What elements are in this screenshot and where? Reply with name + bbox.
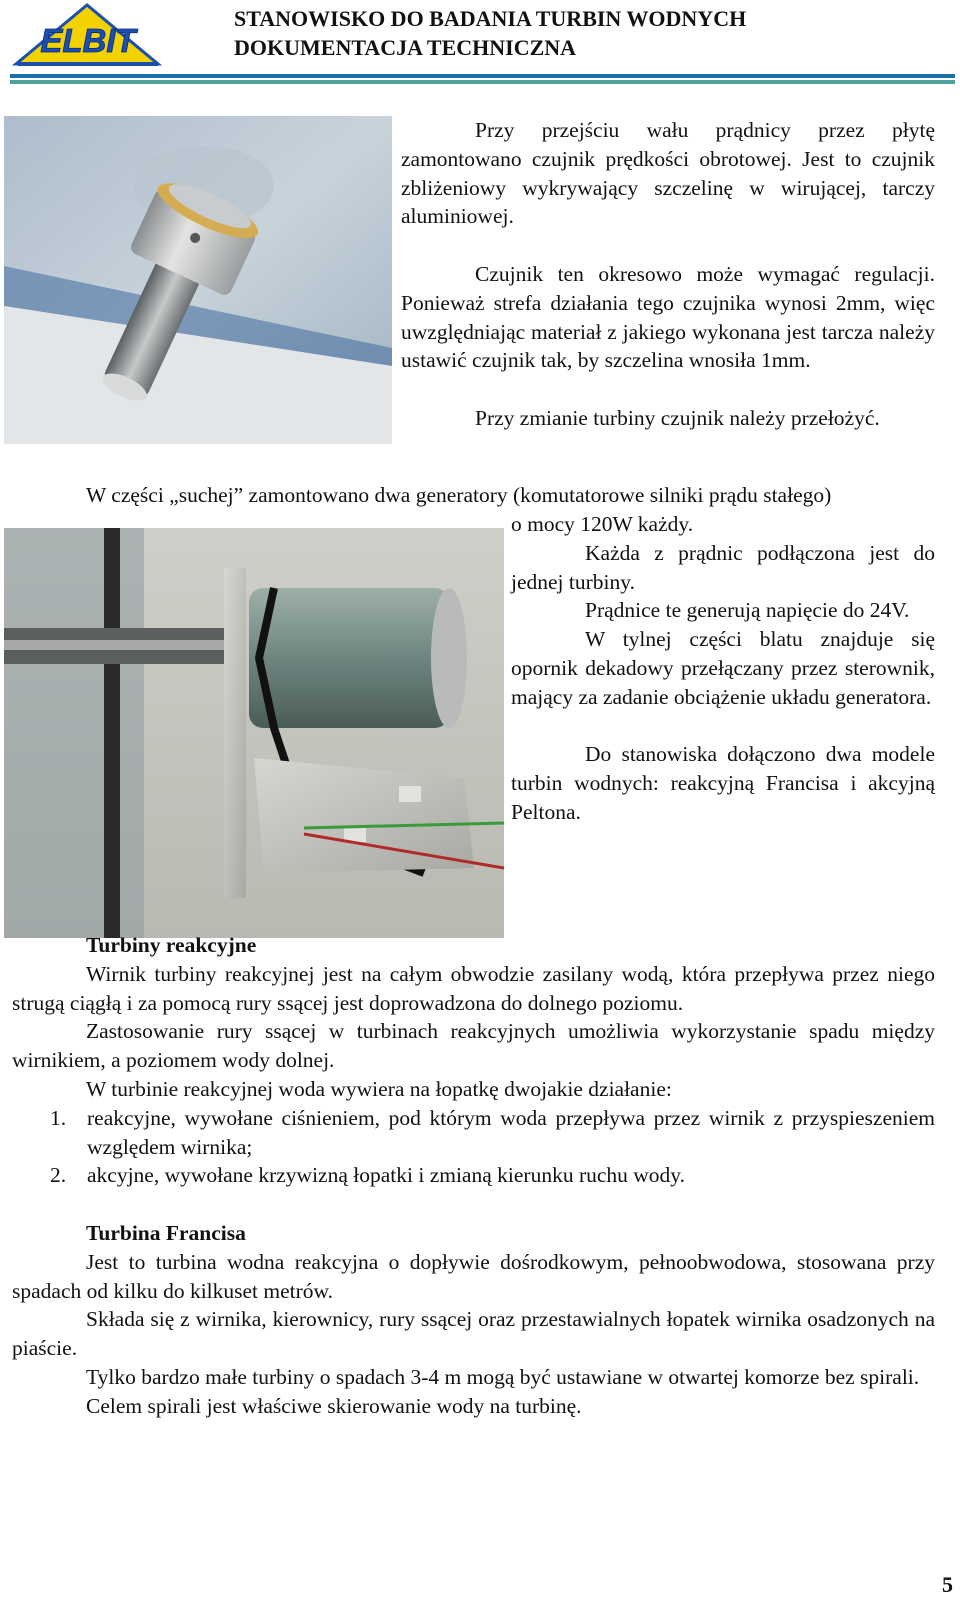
paragraph: Celem spirali jest właściwe skierowanie wody na turbinę. [86, 1393, 582, 1418]
section-heading: Turbiny reakcyjne [86, 933, 257, 957]
paragraph: Przy przejściu wału prądnicy przez płytę zamontowano czujnik prędkości obrotowej. Jest to czujnik zbliżeniowy wykrywający szczelinę w wirującej, tarczy aluminiowej. [401, 118, 935, 229]
paragraph: o mocy 120W każdy. [511, 512, 694, 536]
sensor-description [401, 116, 935, 433]
paragraph: Przy zmianie turbiny czujnik należy przełożyć. [475, 405, 880, 430]
generators-description [511, 510, 935, 827]
list-item [12, 1104, 935, 1162]
paragraph: Czujnik ten okresowo może wymagać regulacji. Ponieważ strefa działania tego czujnika wynosi 2mm, więc uwzględniając materiał z jakiego wykonana jest tarcza należy ustawić czujnik tak, by szczelina wnosiła 1mm. [401, 261, 935, 373]
section-heading: Turbina Francisa [86, 1220, 246, 1245]
paragraph: Jest to turbina wodna reakcyjna o dopływie dośrodkowym, pełnoobwodowa, stosowana przy spadach od kilku do kilkuset metrów. [12, 1249, 935, 1303]
generators-intro [86, 481, 956, 510]
speed-sensor-photo [4, 116, 392, 444]
elbit-logo [12, 2, 162, 70]
list-number: 2. [50, 1163, 67, 1188]
header-rule-blue [10, 74, 955, 78]
paragraph: Prądnice te generują napięcie do 24V. [585, 598, 910, 623]
generator-photo [4, 528, 504, 938]
paragraph: Do stanowiska dołączono dwa modele turbin wodnych: reakcyjną Francisa i akcyjną Peltona. [511, 742, 935, 824]
page-number: 5 [942, 1572, 953, 1597]
paragraph: Wirnik turbiny reakcyjnej jest na całym obwodzie zasilany wodą, która przepływa przez niego strugą ciągłą i za pomocą rury ssącej jest doprowadzona do dolnego poziomu. [12, 961, 935, 1015]
paragraph: Każda z prądnic podłączona jest do jednej turbiny. [511, 540, 935, 594]
title-line-2: DOKUMENTACJA TECHNICZNA [234, 35, 577, 60]
header-rule-teal [10, 80, 955, 84]
list-text: reakcyjne, wywołane ciśnieniem, pod którym woda przepływa przez wirnik z przyspieszeniem względem wirnika; [87, 1105, 935, 1159]
svg-text:ELBIT: ELBIT [40, 22, 136, 59]
list-item [12, 1161, 935, 1190]
action-list [12, 1104, 935, 1190]
reaction-turbines-section [12, 931, 935, 1421]
paragraph: W turbinie reakcyjnej woda wywiera na łopatkę dwojakie działanie: [86, 1076, 672, 1101]
document-title [234, 4, 746, 62]
list-number: 1. [50, 1105, 67, 1130]
paragraph: W części „suchej” zamontowano dwa generatory (komutatorowe silniki prądu stałego) [86, 483, 832, 507]
list-text: akcyjne, wywołane krzywizną łopatki i zmianą kierunku ruchu wody. [87, 1163, 686, 1188]
paragraph: Składa się z wirnika, kierownicy, rury ssącej oraz przestawialnych łopatek wirnika osadzonych na piaście. [12, 1307, 935, 1361]
page-header [0, 0, 960, 90]
title-line-1: STANOWISKO DO BADANIA TURBIN WODNYCH [234, 6, 747, 31]
paragraph: W tylnej części blatu znajduje się opornik dekadowy przełączany przez sterownik, mający za zadanie obciążenie układu generatora. [511, 627, 935, 709]
paragraph: Tylko bardzo małe turbiny o spadach 3-4 m mogą być ustawiane w otwartej komorze bez spirali. [86, 1364, 920, 1389]
paragraph: Zastosowanie rury ssącej w turbinach reakcyjnych umożliwia wykorzystanie spadu między wirnikiem, a poziomem wody dolnej. [12, 1019, 935, 1073]
